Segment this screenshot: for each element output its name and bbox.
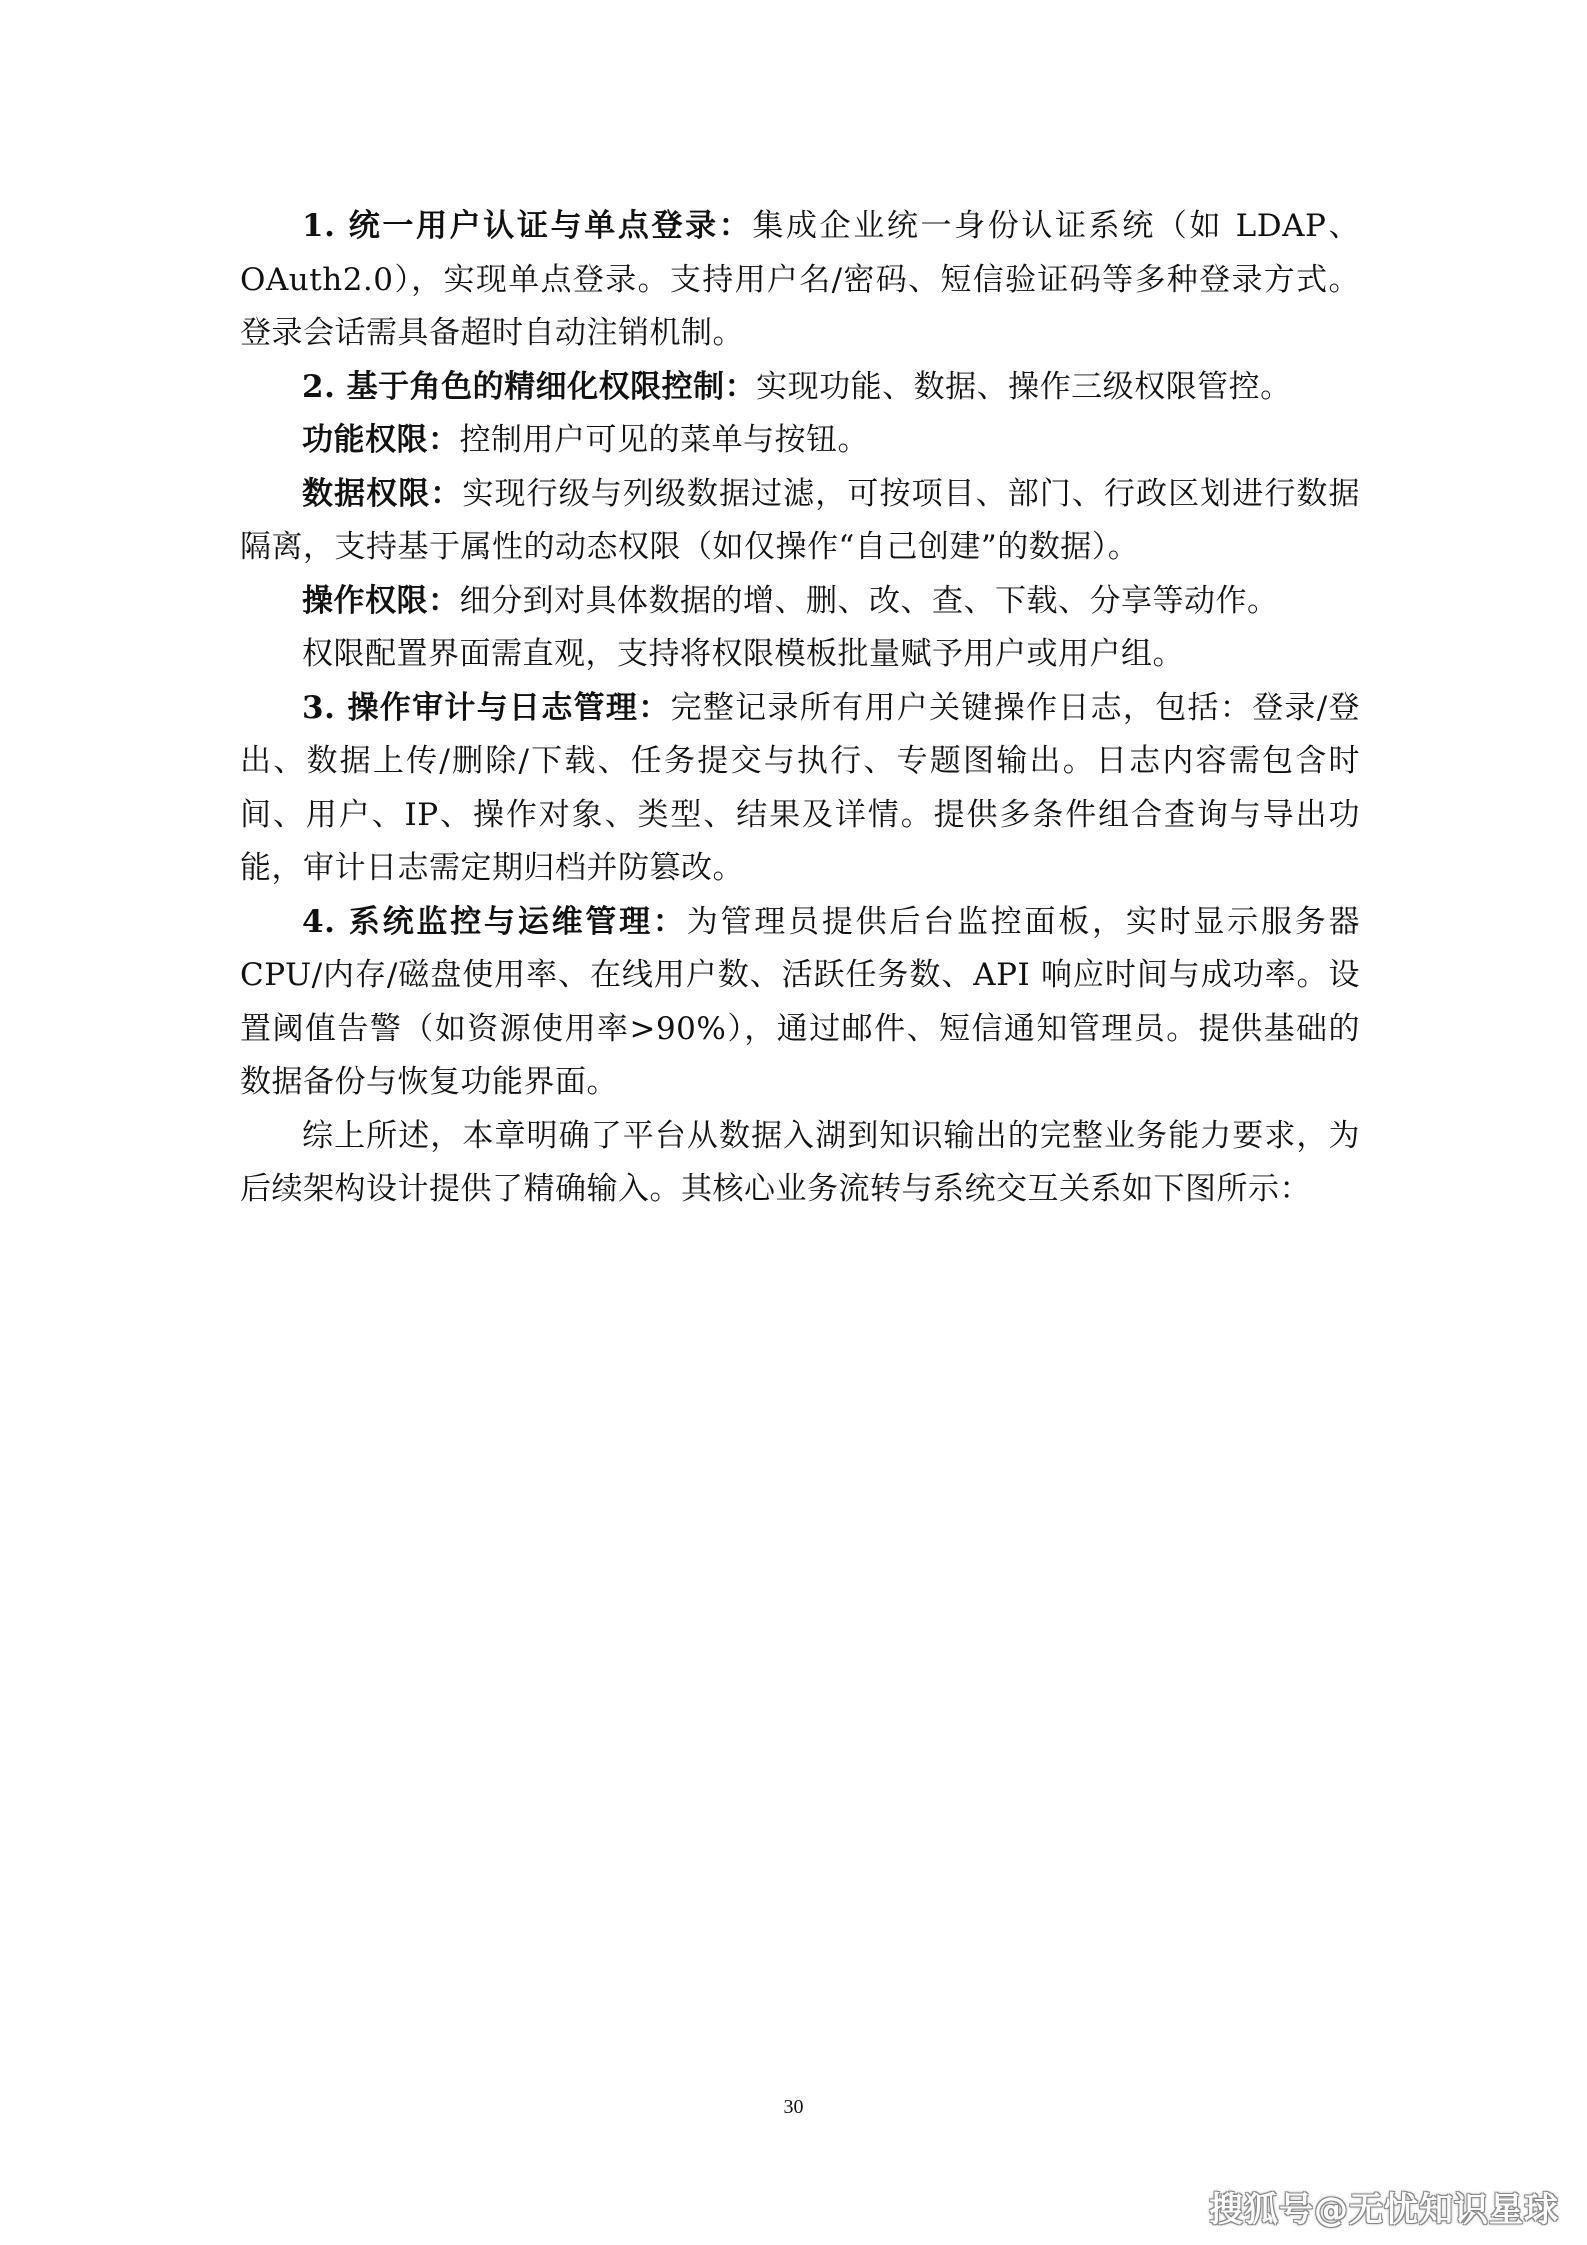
paragraph-text: 控制用户可见的菜单与按钮。 (459, 422, 869, 458)
document-body (240, 200, 1360, 1217)
paragraph-summary (240, 1110, 1360, 1217)
paragraph-text: 完整记录所有用户关键操作日志，包括：登录/登出、数据上传/删除/下载、任务提交与执行、专题图输出。日志内容需包含时间、用户、IP、操作对象、类型、结果及详情。提供多条件组合查询与导出功能，审计日志需定期归档并防篡改。 (240, 689, 1360, 886)
paragraph-operation-permission (240, 575, 1360, 629)
paragraph-heading: 2. 基于角色的精细化权限控制： (302, 368, 757, 405)
paragraph-rbac (240, 361, 1360, 415)
paragraph-heading: 功能权限： (302, 422, 460, 458)
paragraph-heading: 数据权限： (302, 475, 463, 512)
paragraph-text: 细分到对具体数据的增、删、改、查、下载、分享等动作。 (459, 582, 1279, 619)
watermark: 搜狐号@无忧知识星球 (1209, 2190, 1559, 2230)
paragraph-audit-log (240, 682, 1360, 896)
paragraph-heading: 3. 操作审计与日志管理： (302, 689, 671, 726)
paragraph-permission-config (240, 628, 1360, 682)
paragraph-heading: 1. 统一用户认证与单点登录： (302, 208, 753, 244)
paragraph-text: 为管理员提供后台监控面板，实时显示服务器 CPU/内存/磁盘使用率、在线用户数、活跃任务数、API 响应时间与成功率。设置阈值告警（如资源使用率>90%），通过邮件、短信通知管理员。提供基础的数据备份与恢复功能界面。 (240, 903, 1361, 1100)
paragraph-data-permission (240, 468, 1360, 575)
paragraph-text: 权限配置界面需直观，支持将权限模板批量赋予用户或用户组。 (302, 636, 1184, 672)
paragraph-function-permission (240, 414, 1360, 468)
paragraph-heading: 4. 系统监控与运维管理： (302, 903, 687, 940)
paragraph-heading: 操作权限： (302, 582, 460, 619)
paragraph-text: 实现行级与列级数据过滤，可按项目、部门、行政区划进行数据隔离，支持基于属性的动态权限（如仅操作“自己创建”的数据）。 (240, 475, 1360, 565)
paragraph-text: 集成企业统一身份认证系统（如 LDAP、OAuth2.0），实现单点登录。支持用户名/密码、短信验证码等多种登录方式。登录会话需具备超时自动注销机制。 (240, 208, 1360, 351)
paragraph-monitoring (240, 896, 1360, 1110)
page-number: 30 (783, 2096, 804, 2118)
paragraph-text: 实现功能、数据、操作三级权限管控。 (756, 368, 1292, 405)
paragraph-text: 综上所述，本章明确了平台从数据入湖到知识输出的完整业务能力要求，为后续架构设计提供了精确输入。其核心业务流转与系统交互关系如下图所示： (240, 1117, 1360, 1207)
paragraph-sso (240, 200, 1360, 361)
